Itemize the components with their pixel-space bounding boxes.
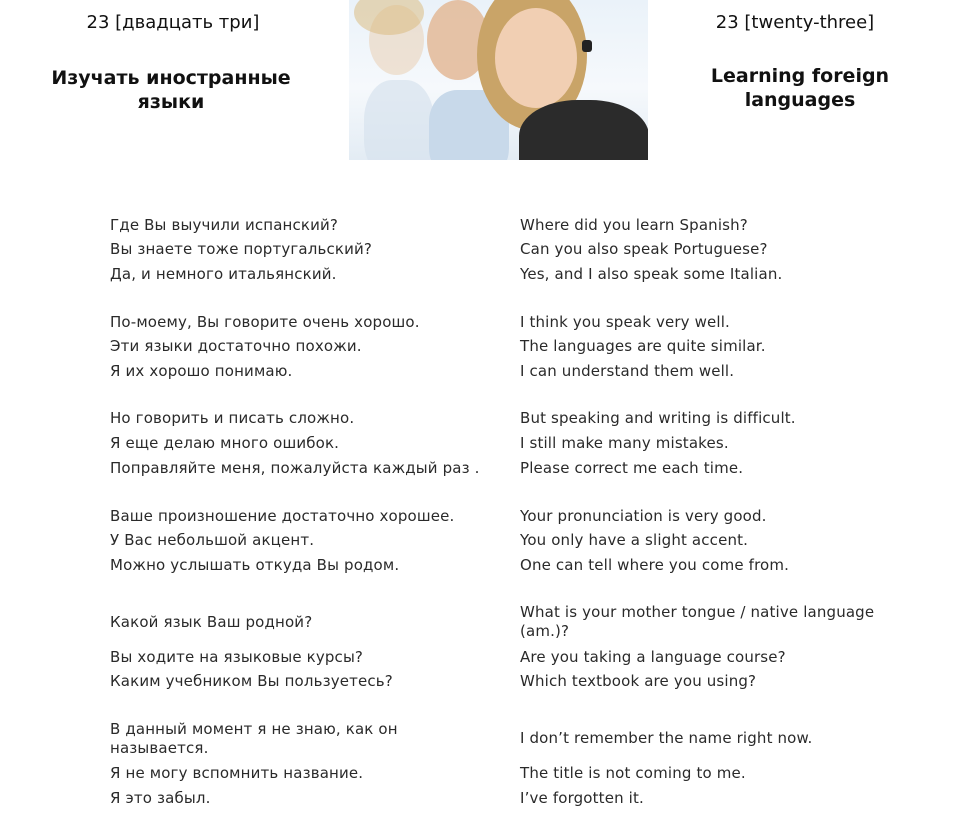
- phrase-ru: Каким учебником Вы пользуетесь?: [110, 672, 393, 690]
- phrase-ru: Где Вы выучили испанский?: [110, 216, 339, 234]
- phrase-ru: Какой язык Ваш родной?: [110, 613, 313, 631]
- phrase-en: Are you taking a language course?: [520, 648, 786, 666]
- phrase-en: One can tell where you come from.: [520, 556, 790, 574]
- phrase-en: What is your mother tongue / native language (am.)?: [520, 603, 875, 640]
- phrase-ru: У Вас небольшой акцент.: [110, 531, 315, 549]
- phrase-en: I still make many mistakes.: [520, 434, 729, 452]
- phrase-en: I can understand them well.: [520, 362, 735, 380]
- phrase-ru: Да, и немного итальянский.: [110, 265, 337, 283]
- phrase-en: Can you also speak Portuguese?: [520, 240, 768, 258]
- phrase-en: But speaking and writing is difficult.: [520, 409, 796, 427]
- phrase-ru: Можно услышать откуда Вы родом.: [110, 556, 400, 574]
- phrase-ru: Вы ходите на языковые курсы?: [110, 648, 364, 666]
- lesson-number-ru: 23 [двадцать три]: [86, 12, 260, 33]
- lesson-number-en: 23 [twenty-three]: [715, 12, 875, 33]
- phrase-en: Which textbook are you using?: [520, 672, 757, 690]
- phrase-en: I think you speak very well.: [520, 313, 730, 331]
- phrase-en: Yes, and I also speak some Italian.: [520, 265, 783, 283]
- phrase-ru: Я еще делаю много ошибок.: [110, 434, 340, 452]
- phrase-en: The languages are quite similar.: [520, 337, 766, 355]
- phrase-ru: Я их хорошо понимаю.: [110, 362, 293, 380]
- phrase-en: The title is not coming to me.: [520, 764, 746, 782]
- phrase-ru: По-моему, Вы говорите очень хорошо.: [110, 313, 420, 331]
- phrase-ru: Но говорить и писать сложно.: [110, 409, 355, 427]
- phrase-en: Where did you learn Spanish?: [520, 216, 748, 234]
- phrase-en: I don’t remember the name right now.: [520, 729, 813, 747]
- phrase-ru: Ваше произношение достаточно хорошее.: [110, 507, 455, 525]
- lesson-title-en: Learning foreign languages: [710, 65, 890, 111]
- phrase-ru: В данный момент я не знаю, как он называется.: [110, 720, 398, 757]
- phrase-ru: Эти языки достаточно похожи.: [110, 337, 362, 355]
- phrase-en: I’ve forgotten it.: [520, 789, 644, 807]
- phrase-ru: Вы знаете тоже португальский?: [110, 240, 373, 258]
- phrase-ru: Поправляйте меня, пожалуйста каждый раз .: [110, 459, 480, 477]
- phrase-ru: Я не могу вспомнить название.: [110, 764, 364, 782]
- phrase-en: Your pronunciation is very good.: [520, 507, 767, 525]
- phrase-ru: Я это забыл.: [110, 789, 211, 807]
- lesson-title-ru: Изучать иностранные языки: [51, 67, 291, 113]
- call-center-team-photo: [349, 0, 648, 160]
- phrase-en: You only have a slight accent.: [520, 531, 749, 549]
- phrase-en: Please correct me each time.: [520, 459, 744, 477]
